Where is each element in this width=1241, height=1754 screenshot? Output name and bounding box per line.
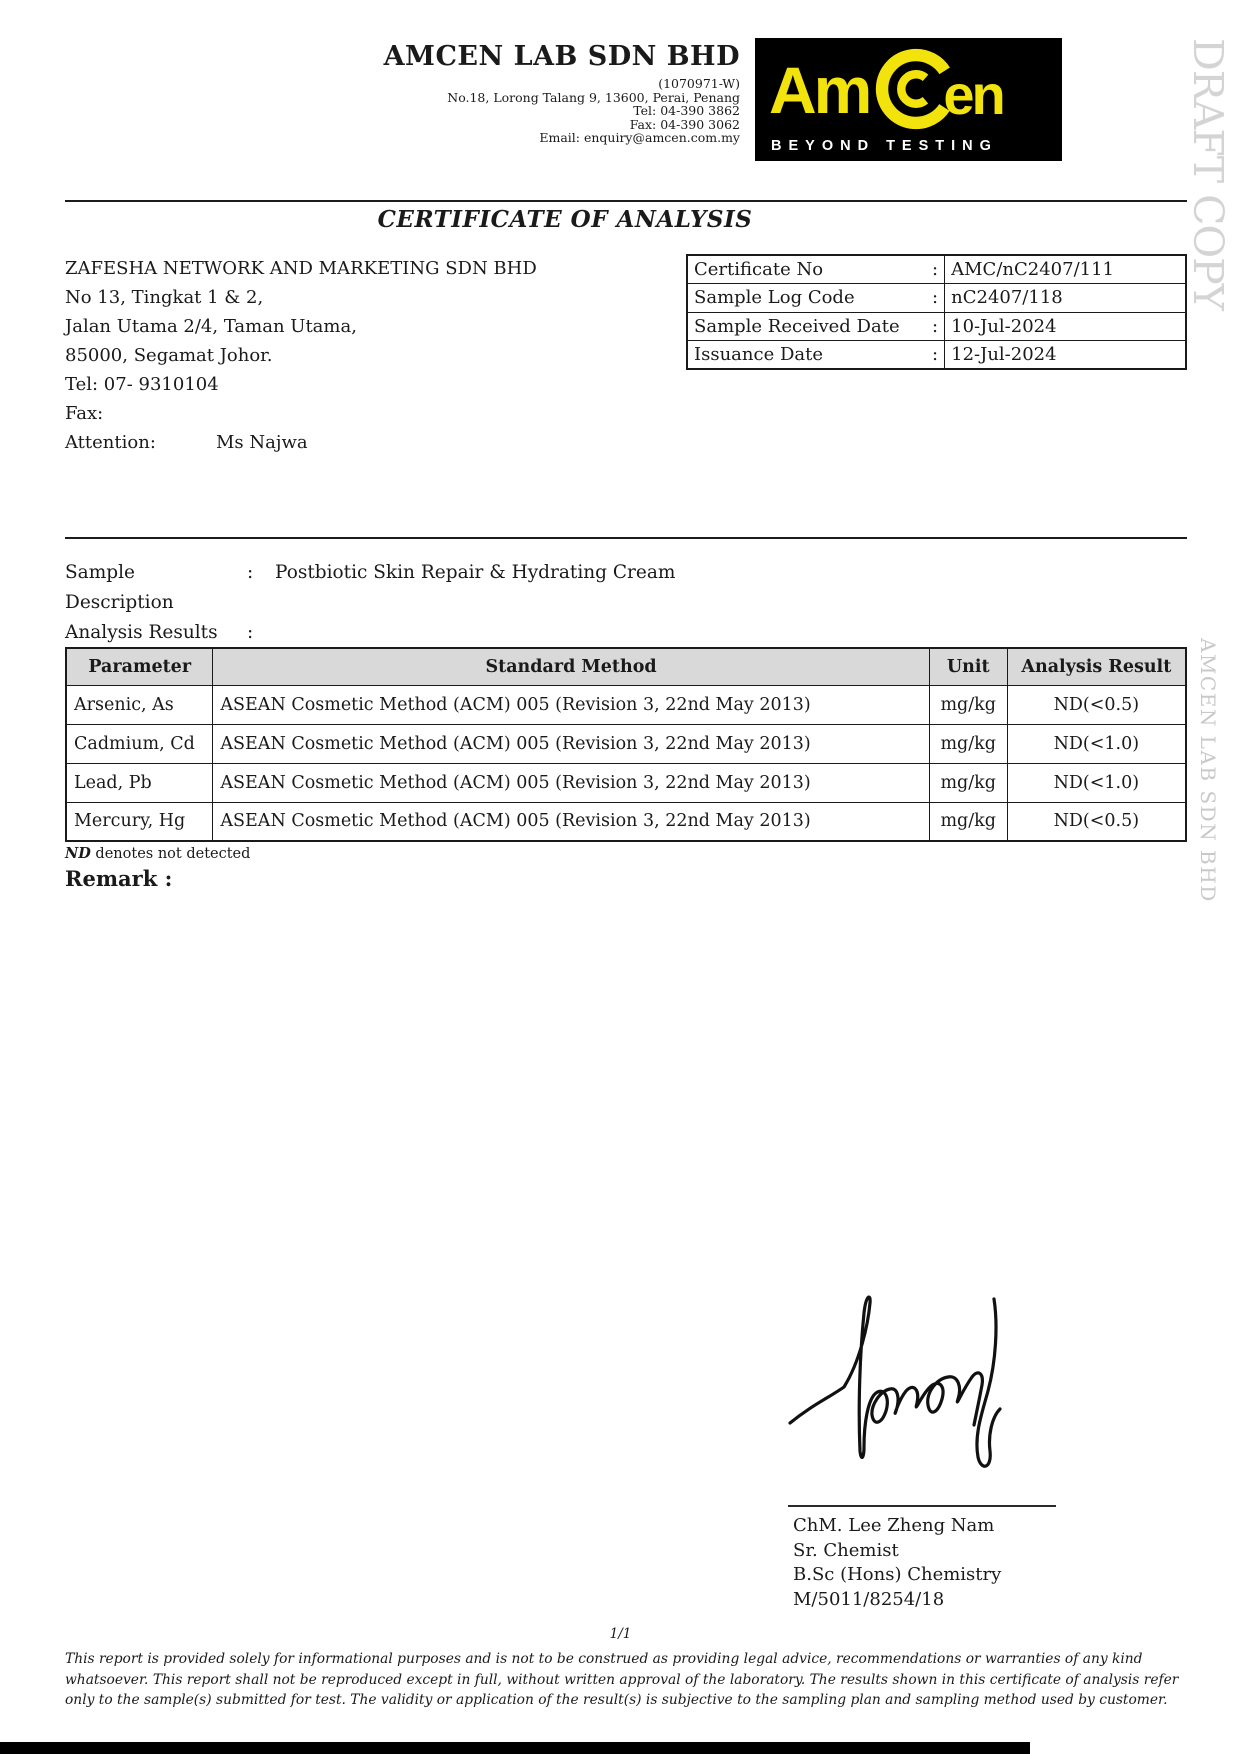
signatory-title: Sr. Chemist xyxy=(793,1539,899,1561)
colon: : xyxy=(247,622,254,643)
lab-header xyxy=(65,40,740,145)
unit-cell: mg/kg xyxy=(929,724,1007,763)
nd-abbreviation: ND xyxy=(65,845,91,862)
certificate-info-row xyxy=(687,341,1186,370)
certificate-info-table xyxy=(686,254,1187,370)
sample-description-label: Sample Description xyxy=(65,562,174,613)
lab-tel: Tel: 04-390 3862 xyxy=(633,103,740,118)
customer-fax: Fax: xyxy=(65,403,104,424)
company-name-watermark: AMCEN LAB SDN BHD xyxy=(1196,638,1220,903)
result-cell: ND(<1.0) xyxy=(1007,724,1186,763)
result-cell: ND(<1.0) xyxy=(1007,763,1186,802)
signatory-registration: M/5011/8254/18 xyxy=(793,1588,945,1610)
lab-fax: Fax: 04-390 3062 xyxy=(629,116,740,132)
draft-copy-watermark: DRAFT COPY xyxy=(1184,38,1232,310)
signatory-name: ChM. Lee Zheng Nam xyxy=(793,1515,995,1536)
colon: : xyxy=(932,259,939,280)
amcen-logo-wordmark xyxy=(769,46,1003,134)
sample-description-block xyxy=(65,558,965,648)
attention-row xyxy=(65,428,625,457)
nd-footnote xyxy=(65,845,250,862)
result-cell: ND(<0.5) xyxy=(1007,802,1186,841)
sample-log-code-label: Sample Log Code xyxy=(694,287,855,309)
bottom-black-bar xyxy=(0,1742,1030,1754)
table-row-arsenic xyxy=(66,685,1186,724)
page-title: CERTIFICATE OF ANALYSIS xyxy=(377,206,753,233)
lab-contact-block xyxy=(65,77,740,145)
sample-log-code-value: nC2407/118 xyxy=(945,284,1186,313)
result-cell: ND(<0.5) xyxy=(1007,685,1186,724)
unit-cell: mg/kg xyxy=(929,685,1007,724)
parameter-cell: Lead, Pb xyxy=(66,763,213,802)
colon: : xyxy=(932,287,939,309)
certificate-info-row xyxy=(687,312,1186,341)
signatory-block xyxy=(793,1514,1001,1612)
colon: : xyxy=(932,344,939,365)
lab-email: Email: enquiry@amcen.com.my xyxy=(539,130,740,145)
analysis-results-row xyxy=(65,618,965,648)
analysis-results-label: Analysis Results xyxy=(65,622,218,643)
customer-address-block xyxy=(65,254,625,457)
customer-address-line3: 85000, Segamat Johor. xyxy=(65,345,273,366)
method-cell: ASEAN Cosmetic Method (ACM) 005 (Revision 3, 22nd May 2013) xyxy=(213,802,929,841)
logo-am-text: Am xyxy=(769,53,870,127)
sample-received-date-value: 10-Jul-2024 xyxy=(945,312,1186,341)
attention-value: Ms Najwa xyxy=(216,432,308,453)
parameter-cell: Arsenic, As xyxy=(66,685,213,724)
method-cell: ASEAN Cosmetic Method (ACM) 005 (Revision 3, 22nd May 2013) xyxy=(213,685,929,724)
certificate-info-row xyxy=(687,284,1186,313)
section-divider xyxy=(65,537,1187,539)
lab-name: AMCEN LAB SDN BHD xyxy=(383,41,740,72)
lab-registration-no: (1070971-W) xyxy=(658,76,740,91)
column-header-parameter: Parameter xyxy=(66,648,213,685)
certificate-info-row xyxy=(687,255,1186,284)
amcen-logo xyxy=(755,38,1062,161)
column-header-standard-method: Standard Method xyxy=(213,648,929,685)
colon: : xyxy=(932,315,939,337)
attention-label: Attention: xyxy=(65,432,156,453)
column-header-unit: Unit xyxy=(929,648,1007,685)
signature-line xyxy=(788,1505,1056,1507)
unit-cell: mg/kg xyxy=(929,763,1007,802)
analysis-results-table xyxy=(65,647,1187,842)
method-cell: ASEAN Cosmetic Method (ACM) 005 (Revision 3, 22nd May 2013) xyxy=(213,724,929,763)
table-row-cadmium xyxy=(66,724,1186,763)
logo-en-text: en xyxy=(943,63,1003,126)
sample-description-value: Postbiotic Skin Repair & Hydrating Cream xyxy=(275,562,676,583)
customer-address-line1: No 13, Tingkat 1 & 2, xyxy=(65,287,264,308)
parameter-cell: Cadmium, Cd xyxy=(66,724,213,763)
method-cell: ASEAN Cosmetic Method (ACM) 005 (Revision 3, 22nd May 2013) xyxy=(213,763,929,802)
remark-label: Remark : xyxy=(65,866,173,891)
customer-tel: Tel: 07- 9310104 xyxy=(65,374,219,395)
column-header-analysis-result: Analysis Result xyxy=(1007,648,1186,685)
unit-cell: mg/kg xyxy=(929,802,1007,841)
cert-no-label: Certificate No xyxy=(694,259,824,280)
disclaimer-text: This report is provided solely for informational purposes and is not to be construed as providing legal advice, recommendations or warranties of any kind whatsoever. This report shall not be reproduced except in full, without written approval of the laboratory. The results shown in this certificate of analysis refer only to the sample(s) submitted for test. The validity or application of the result(s) is subjective to the sampling plan and sampling method used by customer. xyxy=(65,1651,1179,1709)
customer-address-line2: Jalan Utama 2/4, Taman Utama, xyxy=(65,316,357,337)
parameter-cell: Mercury, Hg xyxy=(66,802,213,841)
lab-address: No.18, Lorong Talang 9, 13600, Perai, Penang xyxy=(447,89,740,105)
cert-no-value: AMC/nC2407/111 xyxy=(945,255,1186,284)
page-number: 1/1 xyxy=(609,1626,632,1642)
nd-definition: denotes not detected xyxy=(90,846,251,862)
header-divider xyxy=(65,200,1187,202)
customer-name: ZAFESHA NETWORK AND MARKETING SDN BHD xyxy=(65,258,537,279)
issuance-date-label: Issuance Date xyxy=(694,344,824,365)
logo-tagline: BEYOND TESTING xyxy=(771,138,998,154)
colon: : xyxy=(247,562,254,583)
table-row-mercury xyxy=(66,802,1186,841)
results-header-row xyxy=(66,648,1186,685)
sample-received-date-label: Sample Received Date xyxy=(694,315,900,337)
table-row-lead xyxy=(66,763,1186,802)
signatory-qualification: B.Sc (Hons) Chemistry xyxy=(793,1564,1002,1585)
issuance-date-value: 12-Jul-2024 xyxy=(945,341,1186,370)
signature-scribble xyxy=(772,1265,1042,1500)
sample-description-row xyxy=(65,558,965,618)
